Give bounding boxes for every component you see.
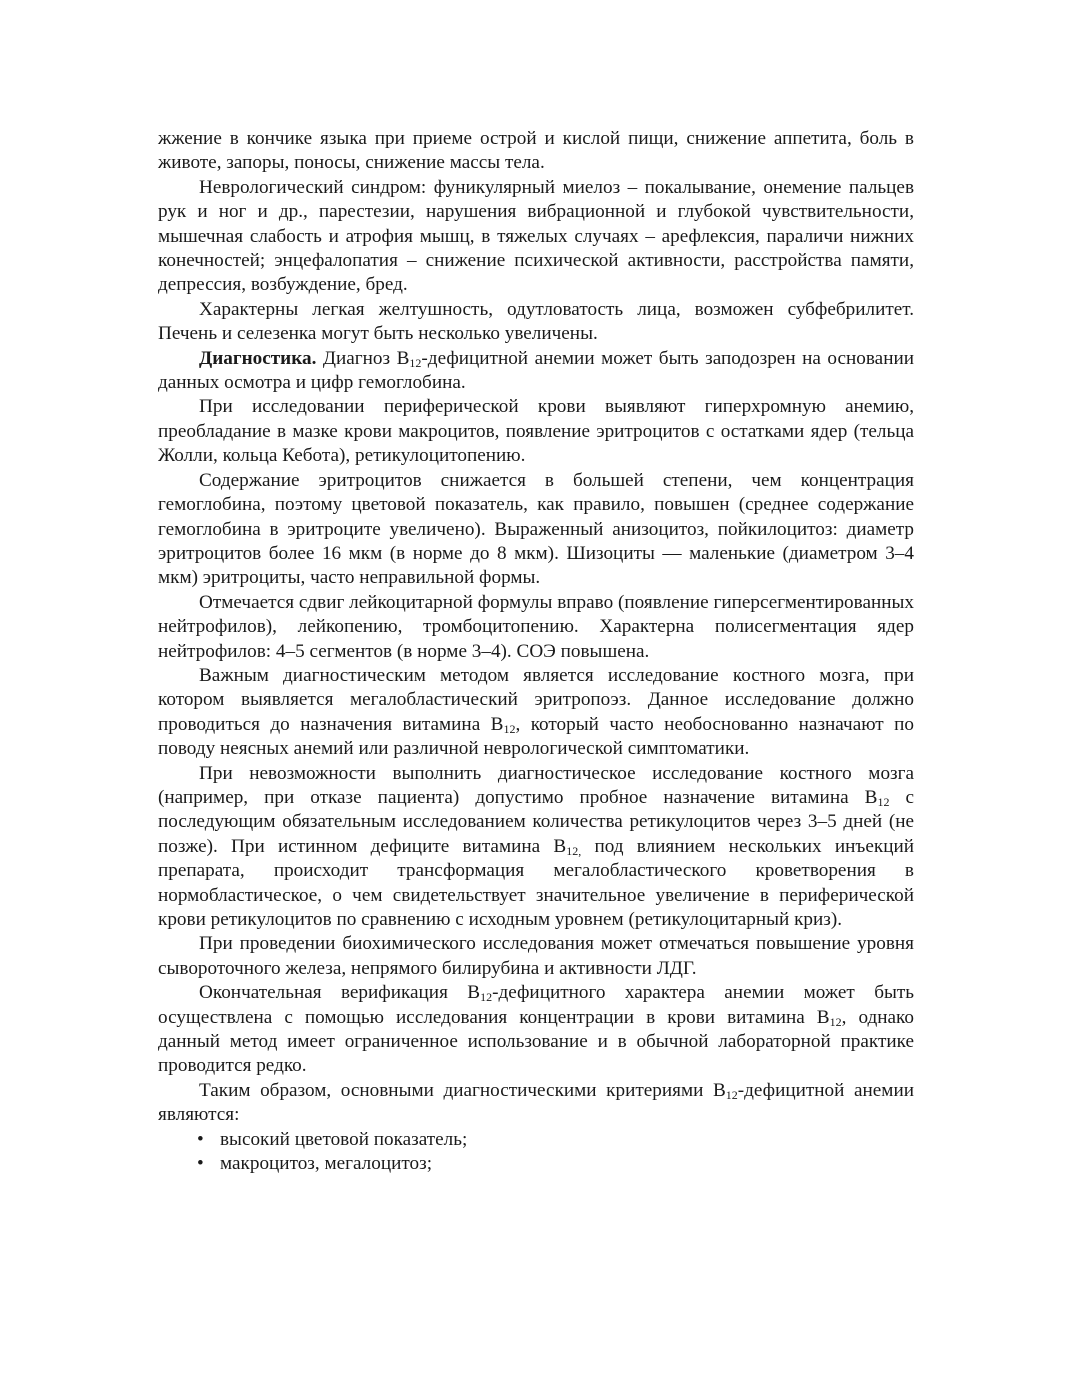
paragraph — [158, 1079, 914, 1128]
text-run: При проведении биохимического исследования может отмечаться повышение уровня сывороточного железа, непрямого билирубина и активности ЛДГ. — [158, 933, 914, 979]
text-run: Таким образом, основными диагностическими критериями B — [199, 1079, 726, 1101]
paragraph — [158, 591, 914, 664]
bullet-icon: • — [197, 1153, 204, 1175]
text-run: -дефицитной анемии может быть заподозрен на основании данных осмотра и цифр гемоглобина. — [158, 347, 915, 394]
text-run: Характерны легкая желтушность, одутловатость лица, возможен субфебрилитет. Печень и селезенка могут быть несколько увеличены. — [158, 298, 914, 345]
text-run: , однако данный метод имеет ограниченное использование и в обычной лабораторной практике проводится редко. — [158, 1006, 914, 1077]
paragraph — [158, 347, 914, 396]
subscript: 12, — [566, 843, 582, 858]
list-item-text: макроцитоз, мегалоцитоз; — [220, 1153, 433, 1175]
subscript: 12 — [829, 1014, 842, 1029]
text-run: жжение в кончике языка при приеме острой и кислой пищи, снижение аппетита, боль в животе, запоры, поносы, снижение массы тела. — [158, 128, 914, 174]
paragraph — [158, 981, 914, 1079]
section-heading: Диагностика. — [199, 347, 317, 369]
text-run: , который часто необоснованно назначают по поводу неясных анемий или различной неврологической симптоматики. — [158, 713, 914, 760]
paragraph — [158, 395, 914, 468]
bullet-icon: • — [197, 1128, 204, 1150]
paragraph — [158, 932, 914, 981]
text-run: -дефицитного характера анемии может быть осуществлена с помощью исследования концентрации в крови витамина B — [158, 982, 914, 1028]
document-page — [158, 127, 914, 1176]
list-item-text: высокий цветовой показатель; — [220, 1128, 468, 1150]
text-run: При исследовании периферической крови выявляют гиперхромную анемию, преобладание в мазке крови макроцитов, появление эритроцитов с остатками ядер (тельца Жолли, кольца Кебота), ретикулоцитопению. — [158, 396, 914, 467]
paragraph — [158, 664, 914, 762]
paragraph — [158, 469, 914, 591]
text-body — [158, 127, 914, 1128]
subscript: 12 — [409, 355, 422, 370]
text-run: под влиянием нескольких инъекций препарата, происходит трансформация мегалобластического кроветворения в нормобластическое, о чем свидетельствует значительное увеличение в периферической крови ретикулоцитов по сравнению с исходным уровнем (ретикулоцитарный криз). — [158, 835, 914, 930]
subscript: 12 — [480, 990, 493, 1005]
subscript: 12 — [725, 1087, 738, 1102]
subscript: 12 — [503, 721, 516, 736]
criteria-list — [158, 1128, 914, 1177]
list-item — [158, 1152, 914, 1176]
text-run: с последующим обязательным исследованием количества ретикулоцитов через 3–5 дней (не позже). При истинном дефиците витамина B — [158, 786, 914, 857]
paragraph — [158, 762, 914, 933]
subscript: 12 — [877, 794, 890, 809]
list-item — [158, 1128, 914, 1152]
text-run: Важным диагностическим методом является исследование костного мозга, при котором выявляется мегалобластический эритропоэз. Данное исследование должно проводиться до назначения витамина B — [158, 664, 914, 735]
text-run: Окончательная верификация B — [199, 982, 481, 1004]
text-run: Диагноз B — [316, 347, 410, 369]
paragraph — [158, 176, 914, 298]
text-run: -дефицитной анемии являются: — [158, 1079, 914, 1126]
text-run: Неврологический синдром: фуникулярный миелоз – покалывание, онемение пальцев рук и ног и др., парестезии, нарушения вибрационной и глубокой чувствительности, мышечная слабость и атрофия мышц, в тяжелых случаях – арефлексия, параличи нижних конечностей; энцефалопатия – снижение психической активности, расстройства памяти, депрессия, возбуждение, бред. — [158, 176, 914, 296]
paragraph — [158, 298, 914, 347]
paragraph — [158, 127, 914, 176]
text-run: Отмечается сдвиг лейкоцитарной формулы вправо (появление гиперсегментированных нейтрофилов), лейкопению, тромбоцитопению. Характерна полисегментация ядер нейтрофилов: 4–5 сегментов (в норме 3–4). СОЭ повышена. — [158, 591, 914, 662]
text-run: Содержание эритроцитов снижается в большей степени, чем концентрация гемоглобина, поэтому цветовой показатель, как правило, повышен (среднее содержание гемоглобина в эритроците увеличено). Выраженный анизоцитоз, пойкилоцитоз: диаметр эритроцитов более 16 мкм (в норме до 8 мкм). Шизоциты — маленькие (диаметром 3–4 мкм) эритроциты, часто неправильной формы. — [158, 469, 914, 589]
text-run: При невозможности выполнить диагностическое исследование костного мозга (например, при отказе пациента) допустимо пробное назначение витамина B — [158, 762, 914, 808]
